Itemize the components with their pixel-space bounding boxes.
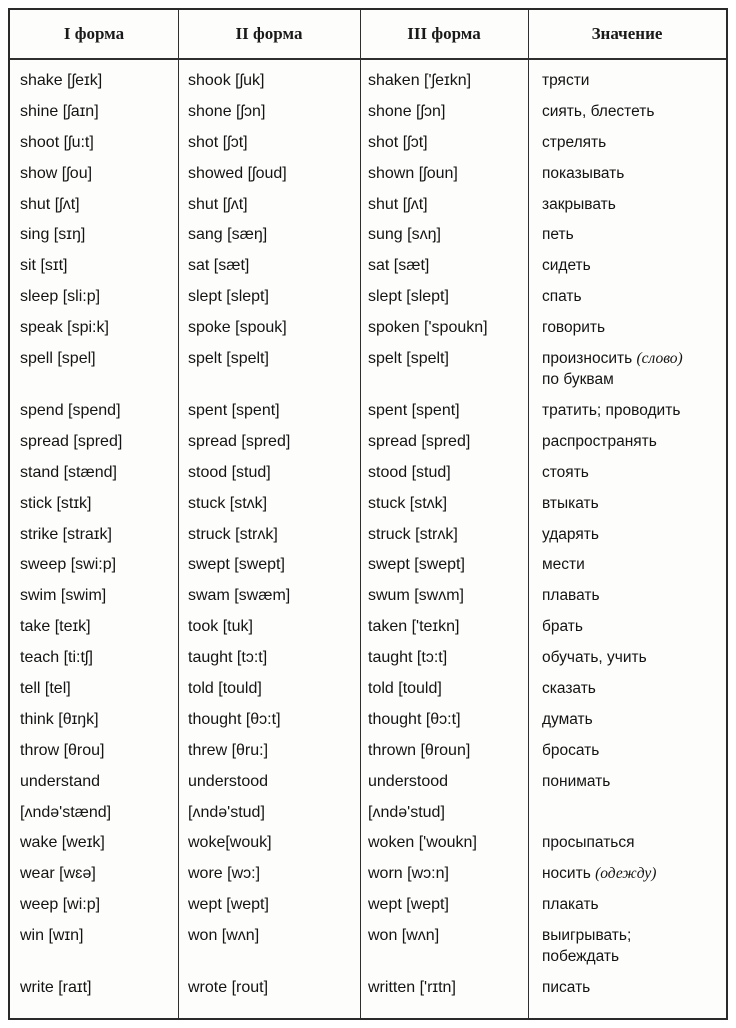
meaning-cell	[542, 348, 724, 390]
form-1-cell: shine [ʃaɪn]	[20, 102, 99, 120]
table-row	[10, 707, 726, 738]
table-row	[10, 975, 726, 1006]
meaning-text: выигрывать;	[542, 927, 632, 945]
form-3-cell: swept [swept]	[368, 556, 465, 574]
meaning-text: втыкать	[542, 494, 599, 512]
meaning-cell	[542, 493, 724, 514]
form-2-cell: wore [wɔ:]	[188, 865, 261, 883]
form-1-cell: sit [sɪt]	[20, 257, 68, 275]
form-1-cell: stand [stænd]	[20, 463, 117, 481]
meaning-cell	[542, 286, 724, 307]
form-2-cell: swept [swept]	[188, 556, 285, 574]
meaning-cell	[542, 224, 724, 245]
form-3-cell: written ['rɪtn]	[368, 979, 456, 997]
form-1-cell: wear [wɛə]	[20, 865, 96, 883]
meaning-text: мести	[542, 556, 585, 574]
form-1-cell: shake [ʃeɪk]	[20, 72, 103, 89]
form-2-cell: struck [strʌk]	[188, 525, 278, 543]
form-2-cell: wept [wept]	[188, 896, 269, 914]
form-1-cell: spell [spel]	[20, 350, 96, 368]
meaning-cell	[542, 977, 724, 998]
form-3-cell: stood [stud]	[368, 463, 451, 481]
form-3-cell: spent [spent]	[368, 402, 460, 420]
meaning-cell	[542, 132, 724, 153]
form-3-cell: spelt [spelt]	[368, 350, 449, 368]
meaning-text: стрелять	[542, 133, 607, 151]
table-row	[10, 923, 726, 975]
meaning-text: трясти	[542, 72, 590, 89]
form-2-cell: sang [sæŋ]	[188, 226, 268, 244]
form-1-cell: throw [θrou]	[20, 741, 105, 759]
form-3-cell: shaken ['ʃeɪkn]	[368, 72, 472, 89]
table-row	[10, 738, 726, 769]
form-1-cell: show [ʃou]	[20, 164, 93, 182]
meaning-text: понимать	[542, 772, 611, 790]
form-1-cell: weep [wi:p]	[20, 896, 101, 914]
form-1-cell: wake [weɪk]	[20, 834, 105, 852]
header-form-2: II форма	[235, 24, 303, 43]
form-2-cell: thought [θɔ:t]	[188, 710, 281, 728]
meaning-cell	[542, 894, 724, 915]
meaning-text: ударять	[542, 525, 599, 543]
form-3-cell: slept [slept]	[368, 288, 449, 306]
form-3-cell: worn [wɔ:n]	[368, 865, 449, 883]
table-row	[10, 315, 726, 346]
form-1-cell: take [teɪk]	[20, 618, 91, 636]
meaning-text: плакать	[542, 896, 599, 914]
meaning-cell	[542, 863, 724, 884]
form-2-cell: [ʌndə'stud]	[188, 803, 265, 821]
table-row	[10, 192, 726, 223]
form-3-cell: shone [ʃɔn]	[368, 102, 446, 120]
meaning-text: распространять	[542, 432, 657, 450]
form-3-cell: swum [swʌm]	[368, 587, 464, 605]
meaning-text: сказать	[542, 680, 596, 698]
table-row	[10, 398, 726, 429]
form-1-cell: strike [straɪk]	[20, 525, 112, 543]
meaning-text: сидеть	[542, 257, 591, 275]
form-3-cell: won [wʌn]	[368, 927, 440, 945]
form-1-cell: shoot [ʃu:t]	[20, 133, 94, 151]
form-2-cell: wrote [rout]	[188, 979, 269, 997]
meaning-cell	[542, 101, 724, 122]
form-3-cell: thought [θɔ:t]	[368, 710, 461, 728]
table-row	[10, 491, 726, 522]
form-3-cell: sung [sʌŋ]	[368, 226, 441, 244]
form-3-cell: taught [tɔ:t]	[368, 649, 448, 667]
form-3-cell: [ʌndə'stud]	[368, 803, 445, 821]
meaning-cell	[542, 709, 724, 730]
form-1-cell: understand	[20, 772, 101, 790]
table-row	[10, 583, 726, 614]
meaning-cell	[542, 678, 724, 699]
header-meaning: Значение	[591, 24, 663, 43]
form-1-cell: sing [sɪŋ]	[20, 226, 86, 244]
header-form-3: III форма	[407, 24, 481, 43]
table-row	[10, 892, 726, 923]
meaning-text: стоять	[542, 463, 589, 481]
meaning-text: плавать	[542, 587, 600, 605]
table-row	[10, 429, 726, 460]
table-row	[10, 130, 726, 161]
meaning-cell	[542, 163, 724, 184]
form-2-cell: spoke [spouk]	[188, 319, 287, 337]
meaning-continuation: по буквам	[542, 371, 614, 389]
meaning-cell	[542, 194, 724, 215]
form-2-cell: woke[wouk]	[188, 834, 272, 852]
form-2-cell: taught [tɔ:t]	[188, 649, 268, 667]
meaning-cell	[542, 832, 724, 853]
form-2-cell: stood [stud]	[188, 463, 271, 481]
form-1-cell: sweep [swi:p]	[20, 556, 117, 574]
form-2-cell: slept [slept]	[188, 288, 269, 306]
table-row	[10, 346, 726, 398]
form-3-cell: understood	[368, 772, 449, 790]
meaning-cell	[542, 462, 724, 483]
meaning-continuation: побеждать	[542, 948, 620, 966]
table-row	[10, 800, 726, 831]
table-row	[10, 522, 726, 553]
meaning-cell	[542, 524, 724, 545]
meaning-cell	[542, 400, 724, 421]
form-2-cell: stuck [stʌk]	[188, 494, 268, 512]
form-3-cell: stuck [stʌk]	[368, 494, 448, 512]
form-3-cell: shot [ʃɔt]	[368, 133, 428, 151]
form-2-cell: took [tuk]	[188, 618, 253, 636]
table-row	[10, 68, 726, 99]
form-3-cell: spread [spred]	[368, 432, 471, 450]
meaning-cell	[542, 616, 724, 637]
form-2-cell: shone [ʃɔn]	[188, 102, 266, 120]
form-3-cell: shut [ʃʌt]	[368, 195, 428, 213]
meaning-text: носить	[542, 865, 591, 883]
meaning-text: думать	[542, 710, 593, 728]
meaning-text: обучать, учить	[542, 649, 647, 667]
meaning-cell	[542, 585, 724, 606]
form-3-cell: spoken ['spoukn]	[368, 319, 488, 337]
meaning-cell	[542, 317, 724, 338]
form-1-cell: spend [spend]	[20, 402, 121, 420]
table-row	[10, 552, 726, 583]
table-row	[10, 161, 726, 192]
form-2-cell: understood	[188, 772, 269, 790]
table-row	[10, 222, 726, 253]
form-3-cell: sat [sæt]	[368, 257, 430, 275]
meaning-text: бросать	[542, 741, 600, 759]
form-3-cell: struck [strʌk]	[368, 525, 458, 543]
meaning-text: сиять, блестеть	[542, 102, 655, 120]
form-1-cell: write [raɪt]	[20, 979, 92, 997]
meaning-cell	[542, 431, 724, 452]
table-row	[10, 645, 726, 676]
meaning-text: спать	[542, 288, 582, 306]
form-3-cell: taken ['teɪkn]	[368, 618, 460, 636]
table-row	[10, 460, 726, 491]
meaning-text: петь	[542, 226, 574, 244]
table-row	[10, 284, 726, 315]
meaning-text: закрывать	[542, 195, 616, 213]
meaning-text: показывать	[542, 164, 625, 182]
form-3-cell: thrown [θroun]	[368, 741, 471, 759]
form-1-cell: think [θɪŋk]	[20, 710, 99, 728]
meaning-text: писать	[542, 979, 591, 997]
meaning-cell	[542, 554, 724, 575]
form-3-cell: woken ['woukn]	[368, 834, 477, 852]
meaning-note: (одежду)	[595, 865, 657, 883]
meaning-text: просыпаться	[542, 834, 635, 852]
meaning-cell	[542, 740, 724, 761]
form-2-cell: showed [ʃoud]	[188, 164, 287, 182]
table-row	[10, 253, 726, 284]
form-1-cell: [ʌndə'stænd]	[20, 803, 112, 821]
form-2-cell: spent [spent]	[188, 402, 280, 420]
meaning-text: произносить	[542, 350, 633, 368]
table-row	[10, 676, 726, 707]
form-2-cell: swam [swæm]	[188, 587, 291, 605]
form-2-cell: spelt [spelt]	[188, 350, 269, 368]
table-row	[10, 861, 726, 892]
table-row	[10, 99, 726, 130]
form-2-cell: shut [ʃʌt]	[188, 195, 248, 213]
form-3-cell: wept [wept]	[368, 896, 449, 914]
form-1-cell: speak [spi:k]	[20, 319, 109, 337]
form-1-cell: spread [spred]	[20, 432, 123, 450]
meaning-cell	[542, 925, 724, 967]
table-row	[10, 769, 726, 800]
table-row	[10, 830, 726, 861]
header-divider	[10, 58, 726, 60]
form-2-cell: told [tould]	[188, 680, 262, 698]
meaning-text: брать	[542, 618, 583, 636]
meaning-cell	[542, 771, 724, 792]
form-2-cell: shot [ʃɔt]	[188, 133, 248, 151]
form-1-cell: sleep [sli:p]	[20, 288, 101, 306]
form-1-cell: shut [ʃʌt]	[20, 195, 80, 213]
table-body	[10, 68, 726, 1006]
header-form-1: I форма	[63, 24, 125, 43]
meaning-text: говорить	[542, 319, 606, 337]
form-1-cell: tell [tel]	[20, 680, 71, 698]
meaning-note: (слово)	[636, 350, 683, 368]
form-2-cell: sat [sæt]	[188, 257, 250, 275]
form-3-cell: told [tould]	[368, 680, 442, 698]
form-3-cell: shown [ʃoun]	[368, 164, 458, 182]
table-row	[10, 614, 726, 645]
meaning-cell	[542, 70, 724, 91]
meaning-text: тратить; проводить	[542, 402, 681, 420]
form-1-cell: teach [ti:tʃ]	[20, 649, 93, 667]
form-2-cell: won [wʌn]	[188, 927, 260, 945]
meaning-cell	[542, 255, 724, 276]
verb-table	[8, 8, 728, 1020]
form-2-cell: spread [spred]	[188, 432, 291, 450]
form-2-cell: shook [ʃuk]	[188, 72, 265, 89]
meaning-cell	[542, 647, 724, 668]
form-1-cell: swim [swim]	[20, 587, 107, 605]
form-1-cell: win [wɪn]	[20, 927, 84, 945]
form-2-cell: threw [θru:]	[188, 741, 269, 759]
form-1-cell: stick [stɪk]	[20, 494, 92, 512]
